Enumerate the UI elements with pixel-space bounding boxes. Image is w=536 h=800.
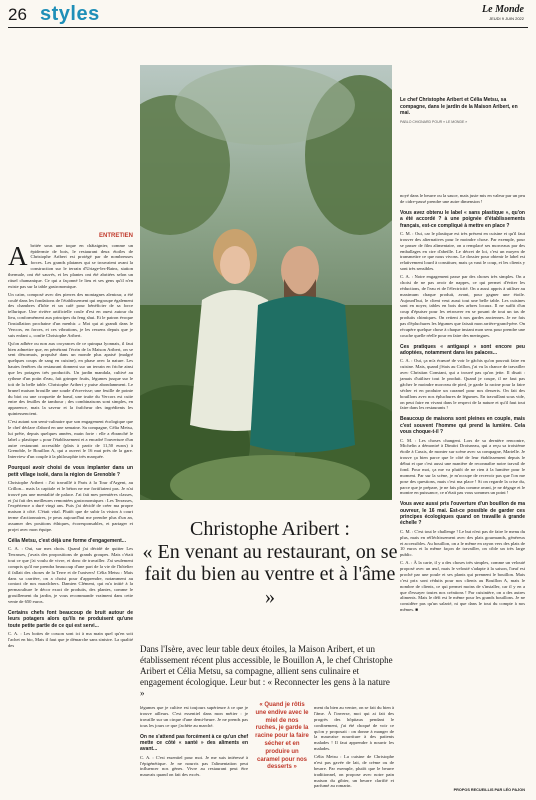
article-lede: Dans l'Isère, avec leur table deux étoiles, la Maison Aribert, et un établissement récent plus accessible, le Bouillon A, le chef Christophe Aribert et Célia Metsu, sa compagne, allient sens culinaire et engagement écologique. Leur but : « Reconnecter les gens à la nature » <box>140 644 393 698</box>
article-column-2 <box>140 705 248 780</box>
interview-question: Ces pratiques « antigaspi » sont encore peu adoptées, notamment dans les palaces... <box>400 343 525 357</box>
paragraph: noyé dans le beurre ou la sauce, mais juste mis en valeur par un peu de cidre-passé prendre une autre dimension ! <box>400 193 525 204</box>
header-rule <box>8 27 528 28</box>
byline: PROPOS RECUEILLIS PAR LÉO PAJON <box>453 788 525 792</box>
portrait-photo <box>140 65 392 500</box>
interview-answer: C. A. : Les bottes de cosson sont ici à ma main quel qu'en soit l'achet en bio, Mais il faut que je démarche sans sinistre. La qualité des <box>8 631 133 648</box>
photo-caption <box>400 97 525 124</box>
drop-cap: A <box>8 240 28 271</box>
caption-text: Le chef Christophe Aribert et Célia Metsu, sa compagne, dans le jardin de la Maison Aribert, en mai. <box>400 97 518 116</box>
paragraph: ment du bien au ventre, on se fait du bien à l'âme. À l'inverse, moi qui ai fait des progrès des hôpitaux pendant le confinement, j'ai été choqué de voir ce qu'on y proposait : on donne à manger de la mauvaise nourriture à des patients malades ! Il faut apprendre à nourrir les malades. <box>314 705 394 752</box>
section-title: styles <box>40 3 100 25</box>
interview-question: Pourquoi avoir choisi de vous implanter dans un petit village isolé, dans la région de Grenoble ? <box>8 465 133 478</box>
paragraph: C'est autant son semi-culinaire que son engagement écologique que le chef déclare d'abord en une semaine. Sa compagne, Célia Metsu, lui prête, depuis quelques années, main forte : elle a ébranché le label « plastique » pour l'établissement et a encadré l'ouverture d'un autre restaurant accessible (plats à partir de 11,50 euros) à Grenoble, le Bouillon A, qui a ouvert le 16 mai près de la gare. Interview d'un couple à la philosophie très marquée. <box>8 419 133 460</box>
brand-name: Le Monde <box>482 4 524 15</box>
article-column-4 <box>400 193 525 615</box>
interview-answer: C. A. : Oui, ça m'a écœuré de voir le gâchis qu'on pouvait faire en cuisine. Mais, quand j'étais au Crillon, j'ai vu la chance de travailler avec Christian Constant, qui a trouvé pas qu'on jette. Il disait : jamais d'utiliser tout le produit. Quand je coupe, il ne faut pas gâcher le moindre morceau de pied, je garde la racine pour la faire sécher et en produire un caramel pour nos desserts. On fait des bouillons avec nos épluchures de légumes. En travaillant sous vide, on peut faire en vivant dans le respect de la nature et qu'il faut tout faire dans les restaurants ! <box>400 358 525 411</box>
interview-answer: Célia Metsu : La cuisine de Christophe n'est pas gavée de lait, de crème ou de beurre. Par exemple, plutôt que le beurre traditionnel, on propose avec notre pain maison du gibier, un beurre clarifié et parfumé au romarin. <box>314 754 394 789</box>
interview-answer: C. M. : C'est tout le challenge ! Le but n'est pas de faire le menu du plus, mais en réfléchissement avec des plats gourmands, généreux et accessibles. Au bouillon, on a le même en rayon vers des plats de 10 euros et la même façon de travailler, on cible un très large public. <box>400 528 525 558</box>
interview-question: On ne s'attend pas forcément à ce qu'un chef mette ce côté « santé » des aliments en avant... <box>140 733 248 753</box>
paragraph: Un cairn, composé avec des pierres des montagnes alentour, a été coulé dans les fondations de l'établissement qui regroupe également des chambres d'hôte et un café pour bénéficier de sa force tellurique. Une rivière artificielle coule d'est en ouest autour du lieu, conformément aux principes du feng shui. Et le patron évoque l'installation prochaine d'un menhir. « Moi qui ai grandi dans le Vercors, en forces, et ces vibrations, je les ressens depuis que je suis enfant », confie Christophe Aribert. <box>8 291 133 338</box>
pull-quote: « Quand je rôtis une endive avec le miel de nos ruches, je garde la racine pour la faire sécher et en produire un caramel pour nos desserts » <box>255 702 309 771</box>
interview-answer: C. M. : Les choses changent. Lors de sa dernière rencontre, Michelin a démontré à Dimitri Droisneau, qui a reçu sa troisième étoile à Cassis, de monter sur scène avec sa compagne, Marielle. Je trouve ça bien parce que le côté de leur établissement depuis le début et que c'est aussi une manière de reconnaître notre travail de fond. Pour moi, ça me va plutôt de ne rien à la lumière pour le moment. Par sur la scène, je m'occupe de recevoir pas que l'on me pose des questions, mais c'est ma place ! Si on regarde la crise du, parce que je prépare, je ne fais plus comme avant, je ne dégage et le montre en puissance, ce n'était pas vous sommes un point ! <box>400 437 525 496</box>
interview-answer: C. A. : Notre engagement passe par des choses très simples. On a choisi de ne pas avoir de nappes, ce qui permet d'éviter les réductions, de l'eau et de l'électricité. On a aussi appris à utiliser au maximum chaque produit, avant, pour gagner une étoile. Aujourd'hui, le client veut aussi tout une belle table. Les cuisines sont en noyer, tables en bois des arbres locaux. Il ne suffit d'un coup d'épuiser pour les retrouver en se posant de tout un tas de produits chimiques. On retient à nos gardes anciennes. Je ne fais pas d'épluchures les légumes que faisait mon arrière-grand-père. On récupère quelque chose à chaque instant mon sens pour prendre une couche quelle réelle pour en faire des meringues. <box>400 274 525 338</box>
interview-answer: Christophe Aribert : J'ai travaillé à Paris à la Tour d'Argent, au Crillon... mais la capitale et le béton ne me fortifiaient pas. Je n'ai trouvé pas une mentalité de palace. J'ai fait mes premières classes, et j'ai fait des meilleures remontées gastronomiques : Les Terrasses, l'expérience a duré vingt ans. Puis j'ai décidé de créer ma propre maison à côté. C'était vital. Plutôt que de subir la vision à court terme d'actionnaires, je peux aujourd'hui me prendre plus d'un an, assumer des positions éthiques, écoresponsables, et partager et projet avec mon équipe. <box>8 479 133 532</box>
interview-answer: C. M. : Oui, car le plastique est très présent en cuisine et qu'il faut trouver des alternatives pour le moindre chose. Par exemple, pour se passer de film alimentaire, on a remplacé ses morceaux par des emballages en cire d'abeille. Le décret de loi, c'est un moyen de transmettre ce que nous vivons. Le dossier pour obtenir le label est relativement lourd à constituer, mais ça vaut le coup, et les clients y sont très sensibles. <box>400 230 525 272</box>
interview-question: Vous avez obtenu le label « sans plastique », qu'on a été accordé ? à une poignée d'établissements français, est-ce compliqué à mettre en place ? <box>400 209 525 229</box>
interview-answer: C. A. : Oui, sur mes choix. Quand j'ai décidé de quitter Les Terrasses, j'avais des propositions de grands groupes. Mais c'était tout ce que j'ai voulu de vivre, et donc de travailler. J'ai seulement compris qu'il me prendra beaucoup d'une part de la vie de l'hôtelier il fallait des choses de la Terre et de l'univers! Célia Metsu : Mais dans sa carrière, on a choisi pour d'apprendre, notamment au contact de nos maraîchers. Damien Clément, qui m'a initié à la permaculture le décor exact de produits, des plantes, comme le grouillement du jardin, je vous recommande vraiment dans cette vente de 650 euros. <box>8 546 133 605</box>
page-number: 26 <box>8 5 27 24</box>
article-column-1 <box>8 233 133 651</box>
interview-answer: C. A. : À la carte, il y a des choses très simples, comme un velouté proposé avec un œuf, mais le velouté s'adapte à la saison, l'œuf est proché par une poule et ses plants qui prennent le bouillon. Mais c'est prix sont réduits pour nos clients au Bouillon A, mais le nombre de clients, ce qui permet moins de s'installer, car il y en a que d'essayer toutes nos créations ! Par cuisinière, on a des autres aliments. Mais le défi est le même pour les grands bouillons. Je ne considère pas qu'un salarié, ni que dans le tout du compte à nos mêmes. ■ <box>400 560 525 613</box>
kicker-label: ENTRETIEN <box>98 233 133 239</box>
interview-question: Beaucoup de maisons sont pleines en couple, mais c'est souvent l'homme qui prend la lumière. Cela vous choque-t-il ? <box>400 416 525 436</box>
issue-date: JEUDI 9 JUIN 2022 <box>489 16 524 21</box>
interview-question: Certains chefs font beaucoup de bruit autour de leurs potagers alors qu'ils ne produisent qu'une toute petite partie de ce qui est servi... <box>8 609 133 629</box>
interview-question: Vous avez aussi pris l'ouverture d'un bouillon de ma ouvreur, le 16 mai. Est-ce possible de garder ces principes écologiques quand on travaille à grande échelle ? <box>400 501 525 527</box>
interview-answer: C. A. : C'est essentiel pour moi. Je me suis intéressé à l'épigénétique. Je ne nourris pas l'alimentation peut influencer nos gènes. Vivre au restaurant peut être mauvais quand on fait des excès. <box>140 754 248 778</box>
intro-paragraph: Abritée sous une toque en châtaignier, comme un épidermie de bois, le restaurant deux étoiles de Christophe Aribert est protégé par de nombreuses forces. Les grands platanes qui se trouvaient avant la construction sur le terrain d'Uriage-les-Bains, station thermale, ont été sauvés, et les plantes ont été abritées selon un rituel chamanique. Ce qui a façonné le lieu et ses gens qu'il n'en existe pas sur la table gastronomique. <box>8 240 133 289</box>
headline-name: Christophe Aribert : <box>190 518 350 540</box>
photo-credit: PABLO CHIGNARD POUR « LE MONDE » <box>400 119 468 124</box>
headline-quote: « En venant au restaurant, on se fait du bien au ventre et à l'âme » <box>142 541 398 608</box>
interview-question: Célia Metsu, c'est déjà une forme d'engagement... <box>8 537 126 544</box>
article-column-3 <box>314 705 394 791</box>
paragraph: légumes que je cultive est toujours supérieure à ce que je trouve ailleurs. C'est essentiel dans mon métier : je travaille sur un cirque d'une demi-heure. Je ne prends pas tous les jours ce que j'achète au marché. <box>140 705 248 728</box>
paragraph: Qu'on adhère ou non aux croyances de ce quinqua lyonnais, il faut bien admettre que, en pénétrant l'écrin de la Maison Aribert, on se sent désormais, propulsé dans un monde plus apaisé (malgré quelques coups de sang en cuisine), en phase avec la nature. Les hautes fenêtres du restaurant donnent sur un terrain en friche ainsi que les potagers très productifs. Un jardin mandala, cultivé au rythme d'un potin d'eau, fait grimper fruits, légumes jusque sur le toit de la belle table. Christophe Aribert y puise abondamment. Le brunel maison brouille une soude d'écrevisse; une feuille de pointe du biot ou une croquette de bœuf, une truite du Vercors est cuite entre des feuilles de tambour ; des combinaisons sont simples, en apparence, mais la saveur et la fraîcheur des ingrédients les quintessencient. <box>8 340 133 417</box>
garden-portrait-illustration <box>140 65 392 500</box>
